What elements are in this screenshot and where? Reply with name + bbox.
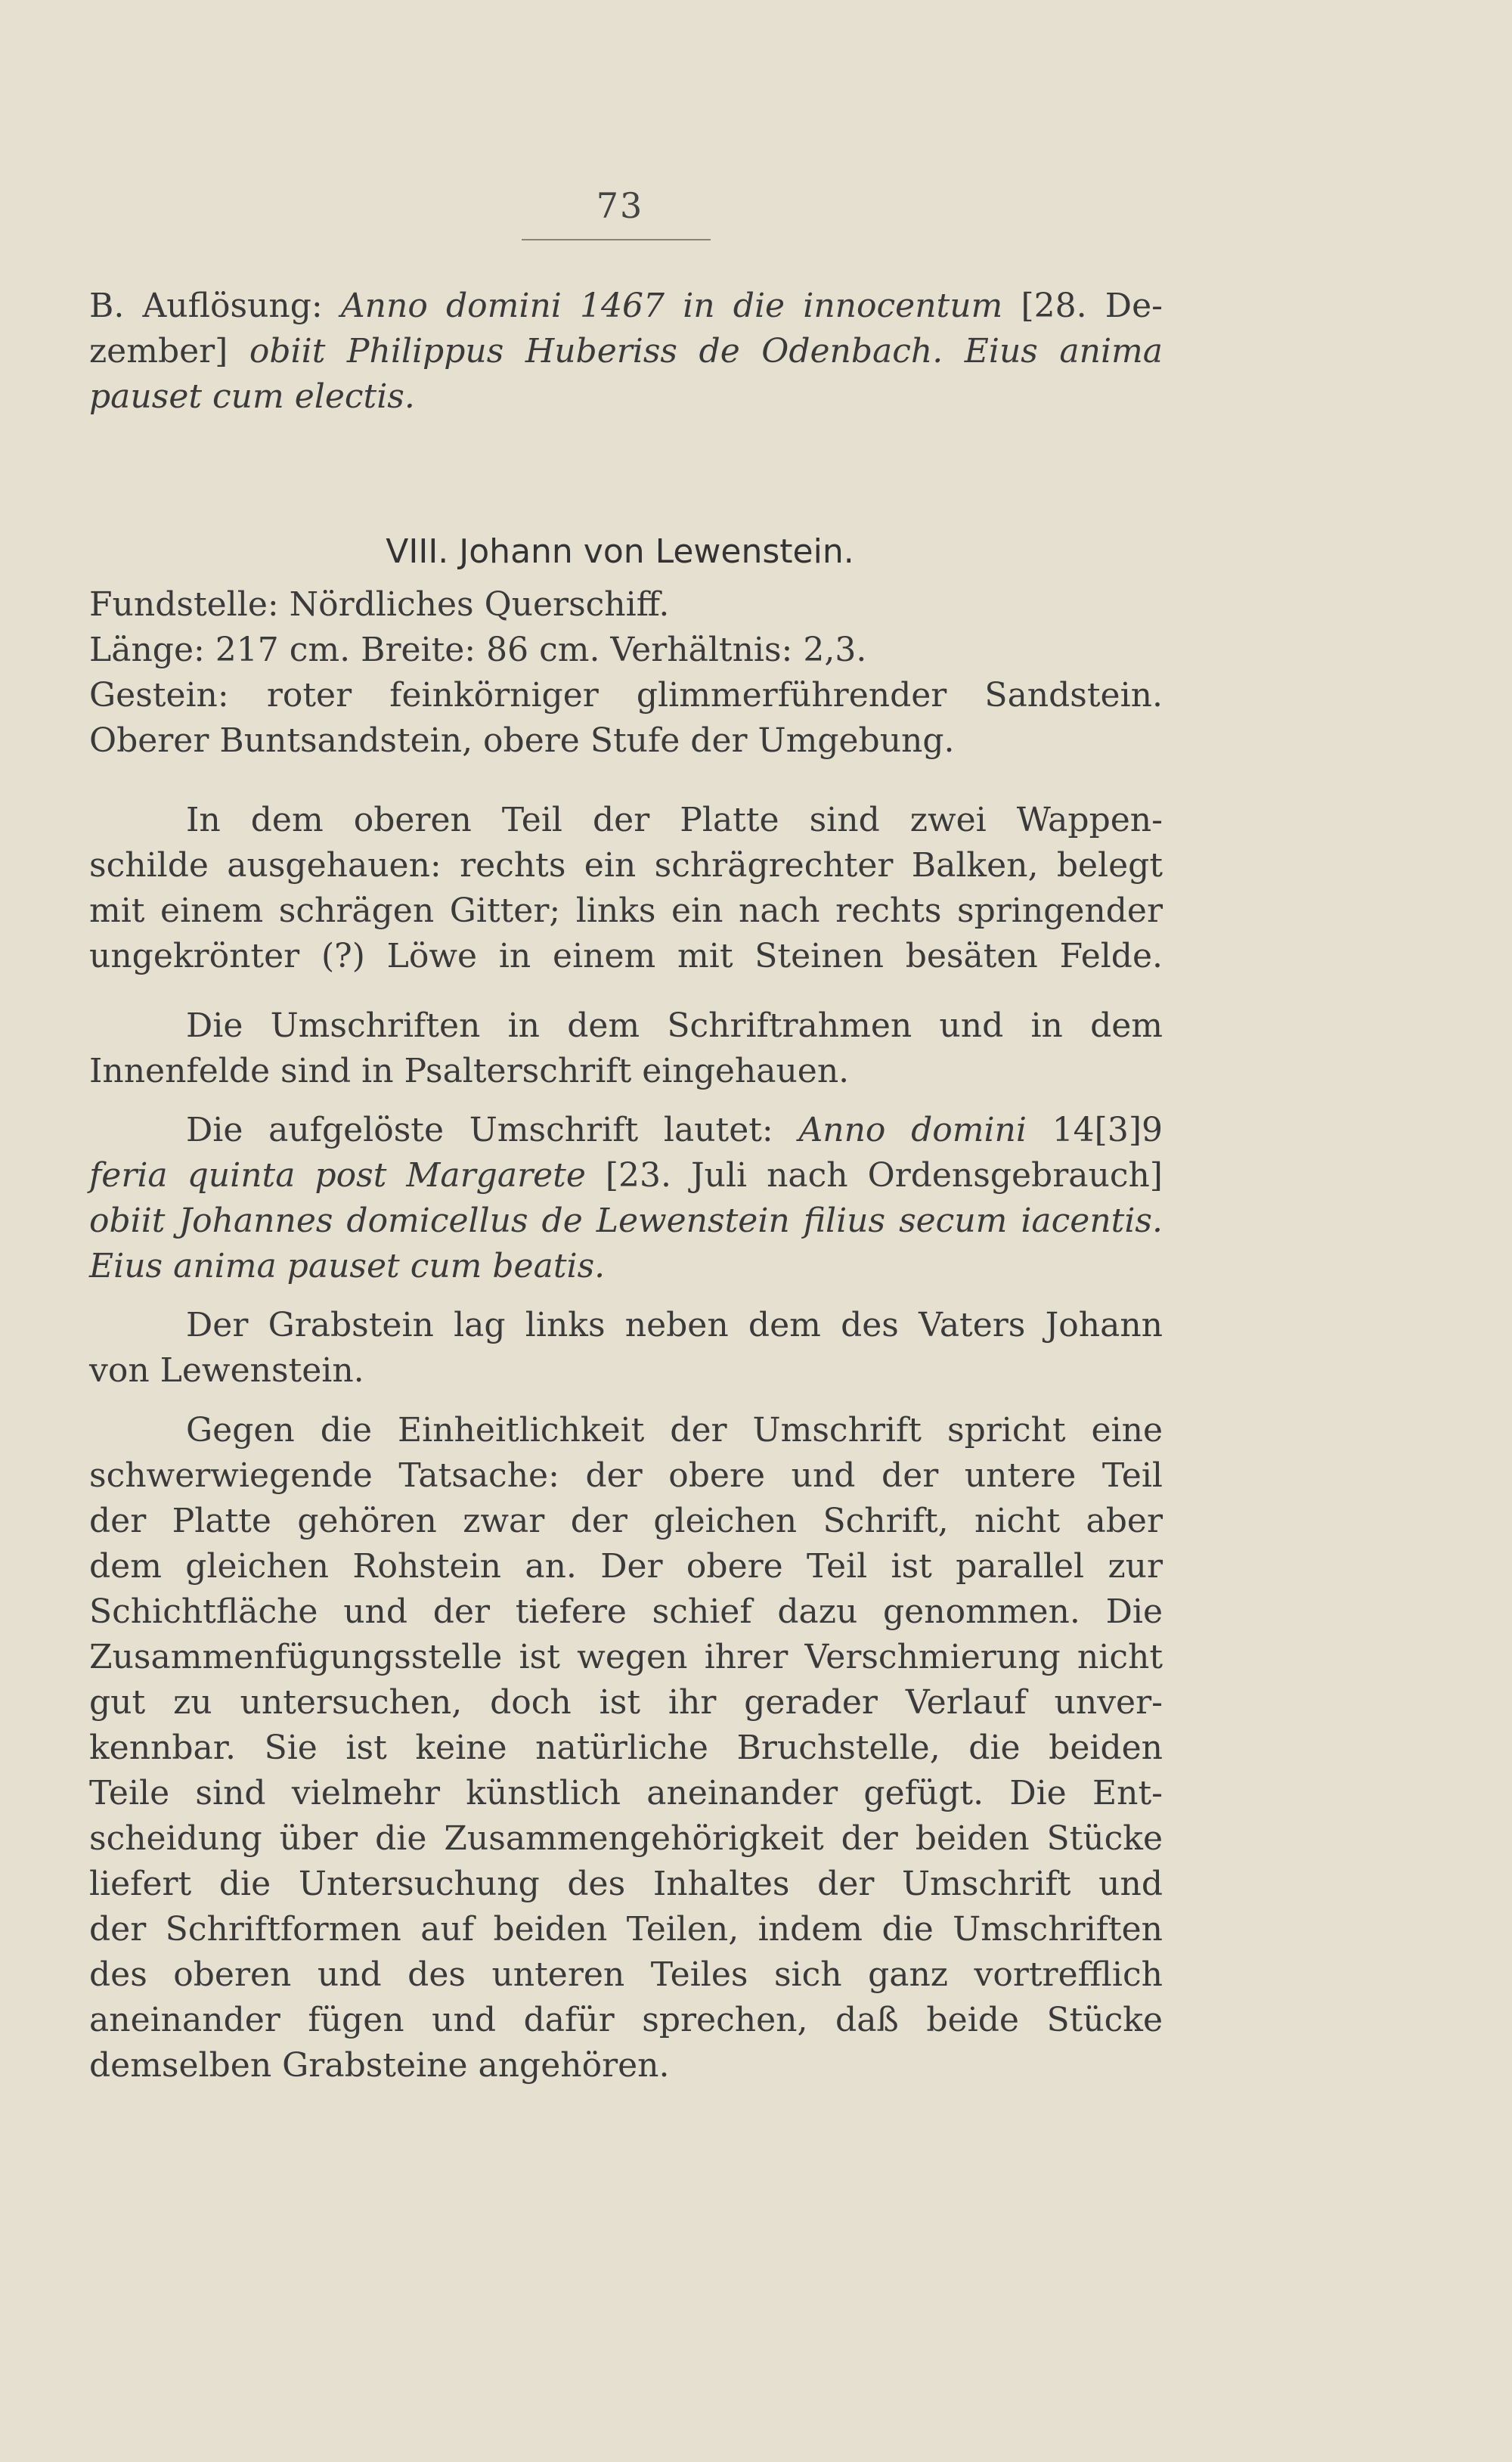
paragraph-line: schilde ausgehauen: rechts ein schrägrechter Balken, belegt [89,846,1163,885]
header-rule [522,239,711,240]
aufloesung-line-3: pauset cum electis. [89,377,415,416]
fund-line: Oberer Buntsandstein, obere Stufe der Umgebung. [89,721,955,760]
paragraph-line: ungekrönter (?) Löwe in einem mit Steinen besäten Felde. [89,937,1163,975]
paragraph-line: gut zu untersuchen, doch ist ihr gerader Verlauf unver- [89,1683,1163,1722]
paragraph-einheitlichkeit [89,1408,1163,2088]
paragraph-line: Der Grabstein lag links neben dem des Vaters Johann [186,1306,1163,1344]
paragraph-line: mit einem schrägen Gitter; links ein nach rechts springender [89,891,1163,930]
paragraph-line: scheidung über die Zusammengehörigkeit der beiden Stücke [89,1819,1163,1858]
fund-line: Länge: 217 cm. Breite: 86 cm. Verhältnis: 2,3. [89,631,867,669]
paragraph-line: Schichtfläche und der tiefere schief dazu genommen. Die [89,1592,1163,1631]
paragraph-umschriften [89,1003,1163,1094]
paragraph-line: demselben Grabsteine angehören. [89,2046,670,2085]
fund-line: Fundstelle: Nördliches Querschiff. [89,585,670,624]
paragraph-line: Teile sind vielmehr künstlich aneinander gefügt. Die Ent- [89,1774,1163,1812]
paragraph-line: des oberen und des unteren Teiles sich ganz vortrefflich [89,1955,1163,1994]
paragraph-line: Gegen die Einheitlichkeit der Umschrift spricht eine [186,1411,1163,1450]
paragraph-line: obiit Johannes domicellus de Lewenstein filius secum iacentis. [89,1202,1163,1240]
paragraph-line: Die Umschriften in dem Schriftrahmen und in dem [186,1006,1163,1045]
aufloesung-line-2: zember] obiit Philippus Huberiss de Odenbach. Eius anima [89,332,1163,371]
paragraph-line: Innenfelde sind in Psalterschrift eingehauen. [89,1052,850,1090]
paragraph-line: liefert die Untersuchung des Inhaltes der Umschrift und [89,1865,1163,1903]
fund-line: Gestein: roter feinkörniger glimmerführender Sandstein. [89,676,1163,715]
paragraph-grabstein-lage [89,1303,1163,1394]
paragraph-line: schwerwiegende Tatsache: der obere und der untere Teil [89,1456,1163,1495]
paragraph-wappen [89,798,1163,979]
page-number: 73 [596,185,644,226]
paragraph-line: dem gleichen Rohstein an. Der obere Teil ist parallel zur [89,1547,1163,1586]
paragraph-line: von Lewenstein. [89,1351,364,1390]
paragraph-line: feria quinta post Margarete [23. Juli nach Ordensgebrauch] [89,1156,1163,1195]
paragraph-line: Zusammenfügungsstelle ist wegen ihrer Verschmierung nicht [89,1638,1163,1676]
paragraph-aufgeloeste-umschrift [89,1108,1163,1289]
fund-details [89,582,1163,764]
paragraph-line: Die aufgelöste Umschrift lautet: Anno domini 14[3]9 [186,1111,1163,1149]
paragraph-line: Eius anima pauset cum beatis. [89,1247,606,1285]
paragraph-line: der Schriftformen auf beiden Teilen, indem die Umschriften [89,1910,1163,1949]
section-heading: VIII. Johann von Lewenstein. [386,532,854,571]
paragraph-line: aneinander fügen und dafür sprechen, daß beide Stücke [89,2001,1163,2039]
paragraph-line: In dem oberen Teil der Platte sind zwei Wappen- [186,801,1163,839]
aufloesung-line-1: B. Auflösung: Anno domini 1467 in die innocentum [28. De- [89,287,1163,325]
paragraph-line: kennbar. Sie ist keine natürliche Bruchstelle, die beiden [89,1729,1163,1767]
paragraph-line: der Platte gehören zwar der gleichen Schrift, nicht aber [89,1502,1163,1540]
aufloesung-paragraph [89,284,1163,420]
